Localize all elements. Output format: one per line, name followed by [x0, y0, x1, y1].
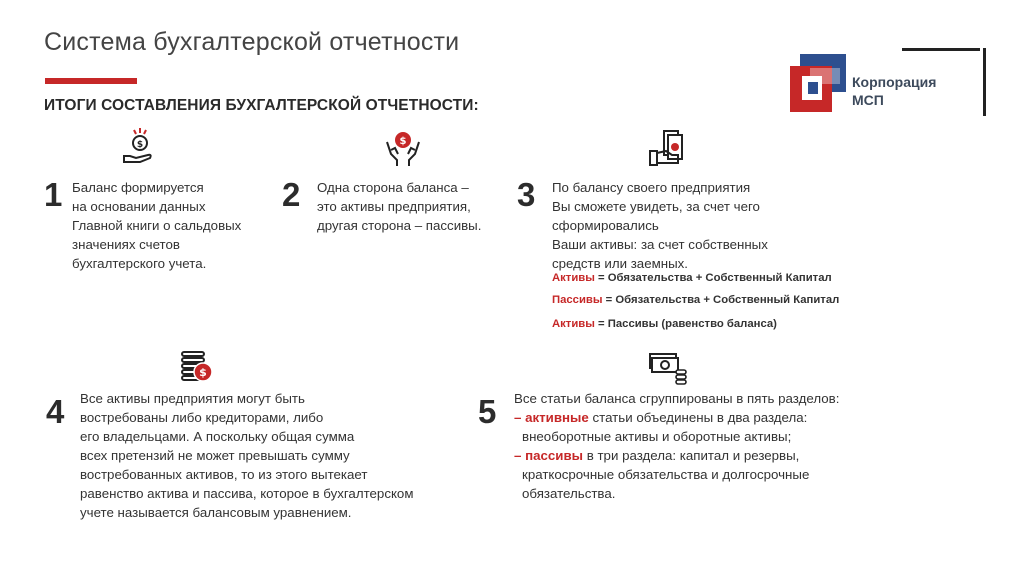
text-line: Главной книги о сальдовых	[72, 218, 242, 233]
text-line: всех претензий не может превышать сумму	[80, 448, 350, 463]
money-bag-hands-icon	[383, 128, 423, 168]
text-line: Все статьи баланса сгруппированы в пять разделов:	[514, 391, 840, 406]
corporation-logo	[790, 50, 990, 120]
text-line: востребованы либо кредиторами, либо	[80, 410, 324, 425]
formula-term: Активы	[552, 318, 595, 330]
text-line: сформировались	[552, 218, 659, 233]
term-passive: пассивы	[525, 448, 584, 463]
item-text	[552, 178, 768, 273]
formula-rest: = Обязательства + Собственный Капитал	[594, 272, 832, 284]
svg-text:$: $	[199, 366, 207, 379]
text-rest: статьи объединены в два раздела:	[588, 410, 808, 425]
text-line: бухгалтерского учета.	[72, 256, 207, 271]
coin-stack-icon	[176, 348, 216, 388]
item-number: 4	[46, 393, 65, 430]
coin-in-hand-icon	[120, 126, 160, 166]
text-line: Ваши активы: за счет собственных	[552, 237, 768, 252]
text-line	[514, 446, 839, 465]
item-number: 2	[282, 176, 301, 213]
text-line: Все активы предприятия могут быть	[80, 391, 305, 406]
text-line: учете называется балансовым уравнением.	[80, 505, 352, 520]
title-accent-bar	[45, 78, 137, 84]
text-line: Баланс формируется	[72, 180, 204, 195]
item-number: 3	[517, 176, 536, 213]
text-line: на основании данных	[72, 199, 206, 214]
svg-text:$: $	[399, 136, 407, 147]
text-line: По балансу своего предприятия	[552, 180, 751, 195]
text-line	[514, 408, 839, 427]
item-text	[72, 178, 241, 273]
formula-rest: = Обязательства + Собственный Капитал	[602, 294, 840, 306]
text-line: его владельцами. А поскольку общая сумма	[80, 429, 355, 444]
text-line: средств или заемных.	[552, 256, 688, 271]
section-subtitle: ИТОГИ СОСТАВЛЕНИЯ БУХГАЛТЕРСКОЙ ОТЧЕТНОСТИ:	[44, 97, 479, 114]
formula-rest: = Пассивы (равенство баланса)	[594, 318, 777, 330]
formula-term: Пассивы	[552, 294, 603, 306]
formula-term: Активы	[552, 272, 595, 284]
dash-marker: –	[514, 448, 526, 463]
text-line: краткосрочные обязательства и долгосрочные	[522, 467, 810, 482]
item-text	[514, 389, 839, 503]
hand-with-cash-icon	[648, 129, 688, 169]
text-line: внеоборотные активы и оборотные активы;	[522, 429, 792, 444]
page-title: Система бухгалтерской отчетности	[44, 28, 460, 56]
item-number: 5	[478, 393, 497, 430]
dash-marker: –	[514, 410, 526, 425]
logo-frame-side	[983, 48, 986, 116]
text-line: другая сторона – пассивы.	[317, 218, 482, 233]
text-line: это активы предприятия,	[317, 199, 471, 214]
formula-line	[552, 294, 839, 306]
text-line: Одна сторона баланса –	[317, 180, 469, 195]
formula-line	[552, 272, 832, 284]
logo-mark-icon	[790, 54, 846, 112]
formula-line	[552, 318, 777, 330]
text-line: равенство актива и пассива, которое в бухгалтерском	[80, 486, 414, 501]
text-line: обязательства.	[522, 486, 616, 501]
text-line: значениях счетов	[72, 237, 180, 252]
logo-frame-top	[902, 48, 980, 51]
text-line: востребованных активов, то из этого вытекает	[80, 467, 368, 482]
term-active: активные	[525, 410, 589, 425]
text-rest: в три раздела: капитал и резервы,	[583, 448, 800, 463]
svg-text:$: $	[136, 140, 144, 150]
logo-text	[852, 73, 936, 109]
text-line: Вы сможете увидеть, за счет чего	[552, 199, 760, 214]
logo-line-2: МСП	[852, 92, 884, 108]
cash-and-coins-icon	[648, 348, 688, 388]
item-text	[80, 389, 413, 522]
item-number: 1	[44, 176, 63, 213]
logo-line-1: Корпорация	[852, 74, 937, 90]
item-text	[317, 178, 481, 235]
